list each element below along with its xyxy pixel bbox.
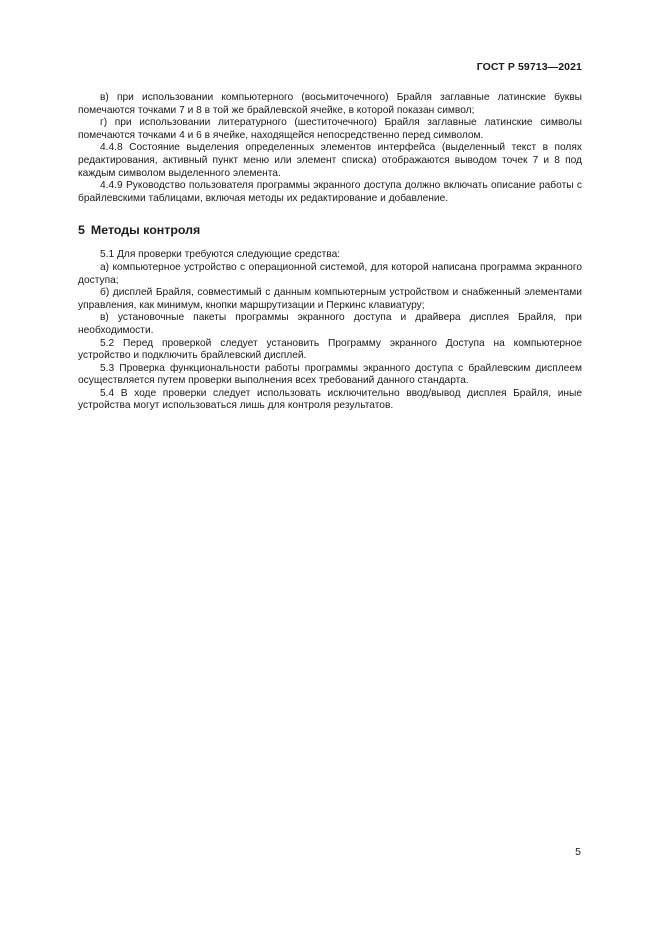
document-body xyxy=(78,92,582,413)
paragraph-5-1-b: б) дисплей Брайля, совместимый с данным компьютерным устройством и снабженный элементами управления, как минимум, кнопки маршрутизации и Перкинс клавиатуру; xyxy=(78,287,582,311)
paragraph-5-1-a: а) компьютерное устройство с операционной системой, для которой написана программа экранного доступа; xyxy=(78,261,582,286)
paragraph-4-4-7-v: в) при использовании компьютерного (восьмиточечного) Брайля заглавные латинские буквы помечаются точками 7 и 8 в той же брайлевской ячейке, в которой показан символ; xyxy=(78,92,582,116)
page-number: 5 xyxy=(575,846,581,858)
paragraph-5-3: 5.3 Проверка функциональности работы программы экранного доступа с брайлевским дисплеем осуществляется путем проверки выполнения всех требований данного стандарта. xyxy=(78,362,582,387)
paragraph-5-2: 5.2 Перед проверкой следует установить Программу экранного Доступа на компьютерное устройство и подключить брайлевский дисплей. xyxy=(78,337,582,362)
paragraph-4-4-7-g: г) при использовании литературного (шеститочечного) Брайля заглавные латинские символы помечаются точками 4 и 6 в ячейке, находящейся непосредственно перед символом. xyxy=(78,117,582,141)
document-header-id: ГОСТ Р 59713—2021 xyxy=(476,61,582,73)
section-5-heading xyxy=(78,223,582,238)
section-5-number: 5 xyxy=(78,223,85,238)
paragraph-5-1: 5.1 Для проверки требуются следующие средства: xyxy=(100,249,341,261)
paragraph-4-4-8: 4.4.8 Состояние выделения определенных элементов интерфейса (выделенный текст в полях редактирования, активный пункт меню или элемент списка) отображаются выводом точек 7 и 8 под каждым символом выделенного элемента. xyxy=(78,142,582,179)
section-5-title: Методы контроля xyxy=(90,223,201,238)
paragraph-5-4: 5.4 В ходе проверки следует использовать исключительно ввод/вывод дисплея Брайля, иные устройства могут использоваться лишь для контроля результатов. xyxy=(78,387,582,412)
paragraph-5-1-v: в) установочные пакеты программы экранного доступа и драйвера дисплея Брайля, при необходимости. xyxy=(78,312,582,336)
paragraph-4-4-9: 4.4.9 Руководство пользователя программы экранного доступа должно включать описание работы с брайлевскими таблицами, включая методы их редактирование и добавление. xyxy=(78,180,582,204)
